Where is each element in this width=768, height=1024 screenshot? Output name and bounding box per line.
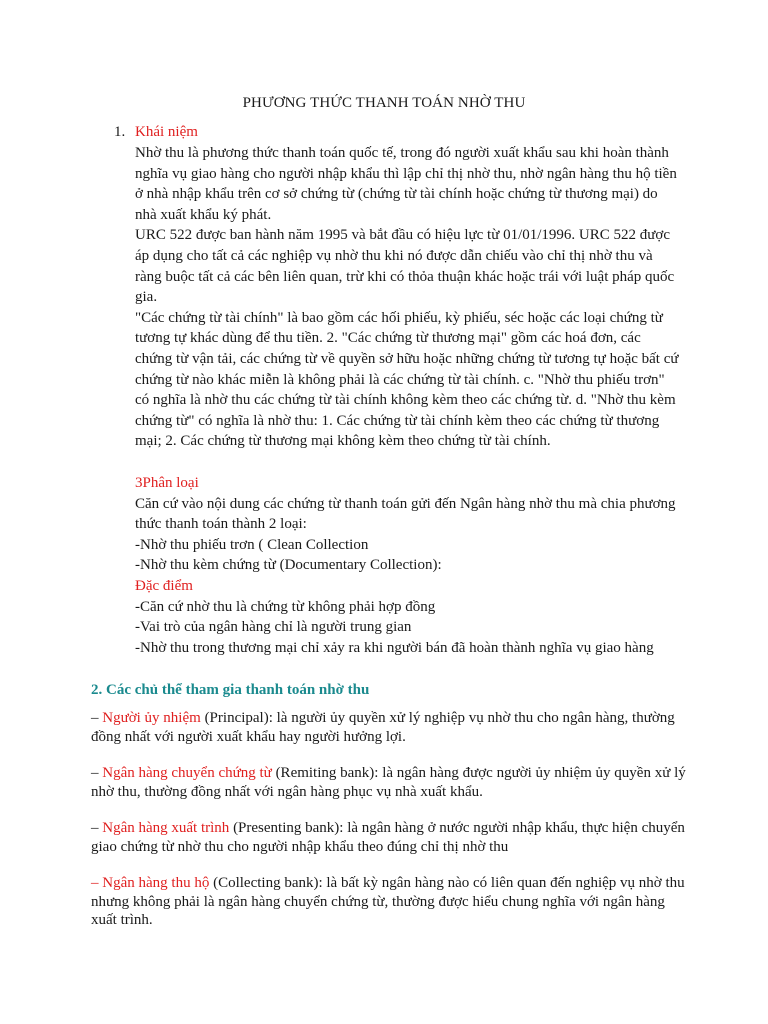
type-item: -Nhờ thu phiếu trơn ( Clean Collection [135, 536, 369, 553]
paragraph-urc522: URC 522 được ban hành năm 1995 và bắt đầu có hiệu lực từ 01/01/1996. URC 522 được áp dụng cho tất cả các nghiệp vụ nhờ thu khi nó được dẫn chiếu vào chỉ thị nhờ thu và ràng buộc tất cả các bên liên quan, trừ khi có thỏa thuận khác hoặc trái với luật pháp quốc gia. [135, 227, 675, 306]
section-1-title: Khái niệm [135, 124, 198, 140]
features-heading: Đặc điểm [135, 577, 193, 594]
section-2-heading: 2. Các chủ thể tham gia thanh toán nhờ thu [91, 682, 370, 698]
feature-item: -Vai trò của ngân hàng chỉ là người trung gian [135, 619, 412, 636]
paragraph-definition: Nhờ thu là phương thức thanh toán quốc tế, trong đó người xuất khẩu sau khi hoàn thành nghĩa vụ giao hàng cho người nhập khẩu thì lập chỉ thị nhờ thu, nhờ ngân hàng thu hộ tiền ở nhà nhập khẩu trên cơ sở chứng từ (chứng từ tài chính hoặc chứng từ thương mại) do nhà xuất khẩu ký phát. [135, 145, 677, 223]
section-3-intro: Căn cứ vào nội dung các chứng từ thanh toán gửi đến Ngân hàng nhờ thu mà chia phương thức thanh toán thành 2 loại: [135, 495, 676, 533]
participant-term: Người ủy nhiệm [102, 710, 201, 726]
participant-item [91, 874, 691, 930]
item-dash: – [91, 820, 103, 836]
participant-item [91, 819, 691, 856]
participant-item [91, 709, 691, 746]
participant-description: (Presenting bank): là ngân hàng ở nước người nhập khẩu, thực hiện chuyển giao chứng từ nhờ thu cho người nhập khẩu theo đúng chỉ thị nhờ thu [91, 820, 685, 855]
participant-term: Ngân hàng chuyển chứng từ [102, 765, 272, 781]
participant-description: (Collecting bank): là bất kỳ ngân hàng nào có liên quan đến nghiệp vụ nhờ thu nhưng không phải là ngân hàng chuyển chứng từ, thường được hiểu chung nghĩa với ngân hàng xuất trình. [91, 875, 685, 928]
document-title: PHƯƠNG THỨC THANH TOÁN NHỜ THU [242, 95, 526, 111]
section-3-heading: 3Phân loại [135, 475, 199, 491]
section-1-number: 1. [114, 124, 126, 140]
participant-item [91, 764, 691, 801]
section-1-body [135, 143, 680, 452]
participant-description: (Remiting bank): là ngân hàng được người ủy nhiệm ủy quyền xử lý nhờ thu, thường đồng nhất với ngân hàng phục vụ nhà xuất khẩu. [91, 765, 686, 800]
type-item: -Nhờ thu kèm chứng từ (Documentary Collection): [135, 557, 442, 574]
item-dash: – [91, 875, 103, 891]
feature-item: -Nhờ thu trong thương mại chỉ xảy ra khi người bán đã hoàn thành nghĩa vụ giao hàng [135, 639, 654, 656]
item-dash: – [91, 765, 103, 781]
feature-item: -Căn cứ nhờ thu là chứng từ không phải hợp đồng [135, 598, 436, 615]
paragraph-documents: "Các chứng từ tài chính" là bao gồm các hối phiếu, kỳ phiếu, séc hoặc các loại chứng từ tương tự khác dùng để thu tiền. 2. "Các chứng từ thương mại" gồm các hoá đơn, các chứng từ vận tải, các chứng từ về quyền sở hữu hoặc những chứng từ tương tự hoặc bất cứ chứng từ nào khác miễn là không phải là các chứng từ tài chính. c. "Nhờ thu phiếu trơn" có nghĩa là nhờ thu các chứng từ tài chính không kèm theo các chứng từ. d. "Nhờ thu kèm chứng từ" có nghĩa là nhờ thu: 1. Các chứng từ tài chính kèm theo các chứng từ thương mại; 2. Các chứng từ thương mại không kèm theo chứng từ tài chính. [135, 309, 679, 450]
participant-term: Ngân hàng thu hộ [102, 875, 210, 891]
item-dash: – [91, 710, 103, 726]
section-1-heading [114, 122, 198, 143]
participant-term: Ngân hàng xuất trình [102, 820, 230, 836]
section-3 [135, 473, 680, 658]
participant-description: (Principal): là người ủy quyền xử lý nghiệp vụ nhờ thu cho ngân hàng, thường đồng nhất với người xuất khẩu hay người hưởng lợi. [91, 710, 675, 745]
